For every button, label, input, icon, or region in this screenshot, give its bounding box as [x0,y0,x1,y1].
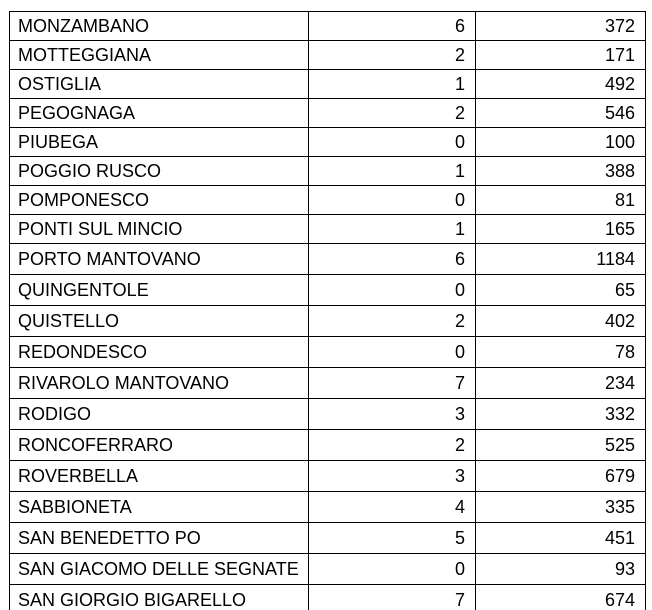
row-name-cell: PIUBEGA [10,128,309,157]
row-total-cell: 679 [476,461,646,492]
row-total-cell: 234 [476,368,646,399]
row-count-cell: 3 [309,399,476,430]
row-name-cell: SAN GIACOMO DELLE SEGNATE [10,554,309,585]
row-total-cell: 171 [476,41,646,70]
row-name-cell: RIVAROLO MANTOVANO [10,368,309,399]
table-row [10,523,646,554]
row-name-cell: QUINGENTOLE [10,275,309,306]
row-count-cell: 6 [309,244,476,275]
table-row [10,215,646,244]
table-row [10,99,646,128]
row-name-cell: QUISTELLO [10,306,309,337]
row-name-cell: PEGOGNAGA [10,99,309,128]
table-row [10,128,646,157]
table-row [10,554,646,585]
table-row [10,12,646,41]
table-row [10,399,646,430]
table-row [10,306,646,337]
row-name-cell: MOTTEGGIANA [10,41,309,70]
row-count-cell: 6 [309,12,476,41]
data-table-container [9,11,645,610]
row-name-cell: RODIGO [10,399,309,430]
row-count-cell: 0 [309,554,476,585]
row-count-cell: 2 [309,41,476,70]
row-count-cell: 0 [309,275,476,306]
row-total-cell: 372 [476,12,646,41]
table-row [10,585,646,610]
row-name-cell: SABBIONETA [10,492,309,523]
row-name-cell: SAN GIORGIO BIGARELLO [10,585,309,610]
row-name-cell: POMPONESCO [10,186,309,215]
row-count-cell: 5 [309,523,476,554]
row-total-cell: 165 [476,215,646,244]
table-row [10,41,646,70]
row-count-cell: 2 [309,99,476,128]
row-total-cell: 402 [476,306,646,337]
data-table [9,11,646,610]
row-name-cell: SAN BENEDETTO PO [10,523,309,554]
row-name-cell: REDONDESCO [10,337,309,368]
table-body [10,12,646,610]
row-total-cell: 388 [476,157,646,186]
row-total-cell: 451 [476,523,646,554]
row-total-cell: 492 [476,70,646,99]
table-row [10,186,646,215]
row-name-cell: RONCOFERRARO [10,430,309,461]
row-total-cell: 93 [476,554,646,585]
row-count-cell: 1 [309,157,476,186]
row-count-cell: 1 [309,70,476,99]
row-name-cell: MONZAMBANO [10,12,309,41]
table-row [10,244,646,275]
row-total-cell: 525 [476,430,646,461]
table-row [10,430,646,461]
table-row [10,492,646,523]
row-total-cell: 81 [476,186,646,215]
row-count-cell: 4 [309,492,476,523]
row-name-cell: POGGIO RUSCO [10,157,309,186]
row-total-cell: 78 [476,337,646,368]
row-count-cell: 2 [309,306,476,337]
row-name-cell: PONTI SUL MINCIO [10,215,309,244]
row-total-cell: 65 [476,275,646,306]
row-count-cell: 0 [309,186,476,215]
row-count-cell: 1 [309,215,476,244]
table-row [10,337,646,368]
row-count-cell: 7 [309,368,476,399]
row-total-cell: 1184 [476,244,646,275]
row-total-cell: 674 [476,585,646,610]
table-row [10,70,646,99]
row-name-cell: ROVERBELLA [10,461,309,492]
row-total-cell: 335 [476,492,646,523]
table-row [10,368,646,399]
row-total-cell: 100 [476,128,646,157]
row-count-cell: 7 [309,585,476,610]
row-name-cell: OSTIGLIA [10,70,309,99]
row-count-cell: 2 [309,430,476,461]
row-count-cell: 0 [309,128,476,157]
row-name-cell: PORTO MANTOVANO [10,244,309,275]
row-count-cell: 0 [309,337,476,368]
row-total-cell: 546 [476,99,646,128]
table-row [10,461,646,492]
table-row [10,157,646,186]
row-total-cell: 332 [476,399,646,430]
table-row [10,275,646,306]
row-count-cell: 3 [309,461,476,492]
